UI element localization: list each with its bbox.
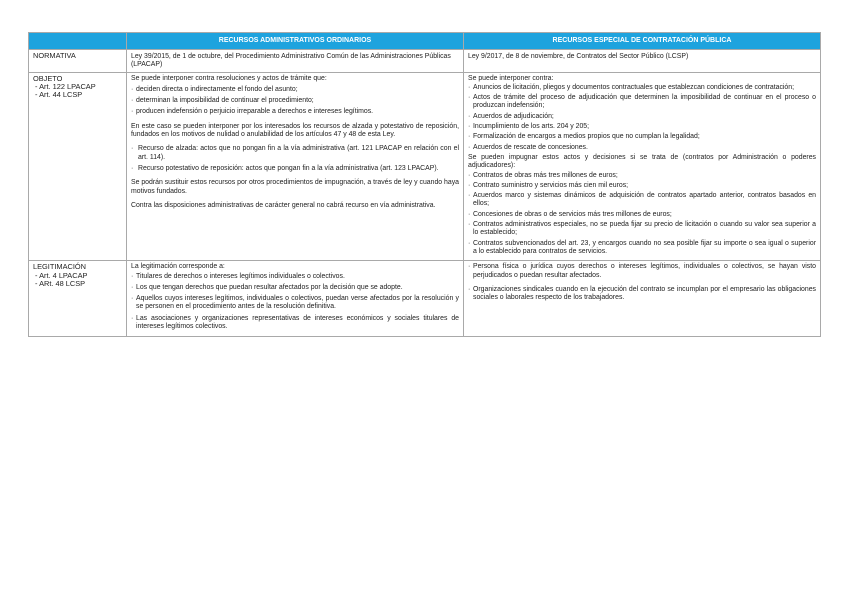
normativa-row [29, 50, 821, 73]
list-item: · producen indefensión o perjuicio irreparable a derechos e intereses legítimos. [131, 108, 459, 116]
list-item: · Organizaciones sindicales cuando en la ejecución del contrato se incumplan por el empresario las obligaciones sociales o laborales respecto de los trabajadores. [468, 286, 816, 303]
list-item: · Recurso potestativo de reposición: actos que pongan fin a la vía administrativa (art. 123 LPACAP). [131, 165, 459, 173]
list-item: · Contratos subvencionados del art. 23, y encargos cuando no sea posible fijar su importe o sea igual o superior a lo establecido para contratos de servicios. [468, 240, 816, 257]
header-blank-cell [29, 33, 127, 50]
legitimacion-ref: - ARt. 48 LCSP [35, 279, 86, 289]
objeto-ref: - Art. 44 LCSP [35, 90, 83, 100]
list-item: · Persona física o jurídica cuyos derechos o intereses legítimos, individuales o colectivos, se hayan visto perjudicados o puedan resultar afectados. [468, 263, 816, 280]
list-item: · Anuncios de licitación, pliegos y documentos contractuales que establezcan condiciones de contratación; [468, 84, 816, 92]
objeto-ord-p3: Se podrán sustituir estos recursos por otros procedimientos de impugnación, a través de ley y cuando haya motivos fundados. [131, 179, 459, 195]
list-item: · Recurso de alzada: actos que no pongan fin a la vía administrativa (art. 121 LPACAP en relación con el art. 114). [131, 145, 459, 162]
objeto-ordinarios [127, 72, 464, 261]
legitimacion-ord-intro: La legitimación corresponde a: [131, 263, 225, 271]
list-item: · deciden directa o indirectamente el fondo del asunto; [131, 86, 459, 94]
list-item: · Acuerdos de adjudicación; [468, 113, 816, 121]
comparison-table [28, 32, 821, 337]
objeto-label: OBJETO [33, 73, 63, 83]
list-item: · Acuerdos marco y sistemas dinámicos de adquisición de contratos apartado anterior, contratos basados en ellos; [468, 192, 816, 209]
list-item: · Las asociaciones y organizaciones representativas de intereses económicos y sociales titulares de intereses legítimos colectivos. [131, 315, 459, 332]
legitimacion-especial [464, 261, 821, 337]
header-ordinarios: RECURSOS ADMINISTRATIVOS ORDINARIOS [127, 33, 464, 50]
objeto-ord-p4: Contra las disposiciones administrativas de carácter general no cabrá recurso en vía administrativa. [131, 201, 436, 209]
list-item: · Contratos de obras más tres millones de euros; [468, 172, 816, 180]
list-item: · Contratos administrativos especiales, no se pueda fijar su precio de licitación o cuando su valor sea superior a lo establecido; [468, 221, 816, 238]
objeto-ord-intro: Se puede interponer contra resoluciones y actos de trámite que: [131, 74, 327, 82]
objeto-row [29, 72, 821, 261]
list-item: · Los que tengan derechos que puedan resultar afectados por la decisión que se adopte. [131, 284, 459, 292]
list-item: · Concesiones de obras o de servicios más tres millones de euros; [468, 211, 816, 219]
normativa-ordinarios: Ley 39/2015, de 1 de octubre, del Procedimiento Administrativo Común de las Administraciones Públicas (LPACAP) [127, 50, 464, 73]
legitimacion-label-cell [29, 261, 127, 337]
list-item: · Formalización de encargos a medios propios que no cumplan la legalidad; [468, 133, 816, 141]
objeto-ref: - Art. 122 LPACAP [35, 82, 96, 91]
list-item: · Titulares de derechos o intereses legítimos individuales o colectivos. [131, 273, 459, 281]
legitimacion-row [29, 261, 821, 337]
normativa-especial: Ley 9/2017, de 8 de noviembre, de Contratos del Sector Público (LCSP) [464, 50, 821, 73]
normativa-label: NORMATIVA [29, 50, 127, 73]
objeto-label-cell [29, 72, 127, 261]
list-item: · Actos de trámite del proceso de adjudicación que determinen la imposibilidad de continuar en el proceso o produzcan indefensión; [468, 94, 816, 111]
objeto-especial [464, 72, 821, 261]
list-item: · Aquellos cuyos intereses legítimos, individuales o colectivos, puedan verse afectados por la resolución y se personen en el procedimiento antes de la resolución definitiva. [131, 295, 459, 312]
legitimacion-ref: - Art. 4 LPACAP [35, 270, 88, 280]
header-especial: RECURSOS ESPECIAL DE CONTRATACIÓN PÚBLICA [464, 33, 821, 50]
header-row [29, 33, 821, 50]
objeto-esp-intro2: Se pueden impugnar estos actos y decisiones si se trata de (contratos por Administración o poderes adjudicadores): [468, 153, 816, 170]
list-item: · Incumplimiento de los arts. 204 y 205; [468, 123, 816, 131]
list-item: · determinan la imposibilidad de continuar el procedimiento; [131, 97, 459, 105]
objeto-esp-intro: Se puede interponer contra: [468, 74, 554, 82]
legitimacion-label: LEGITIMACIÓN [33, 262, 86, 272]
legitimacion-ordinarios [127, 261, 464, 337]
objeto-ord-p2: En este caso se pueden interponer por los interesados los recursos de alzada y potestativo de reposición, fundados en los motivos de nulidad o anulabilidad de los artículos 47 y 48 de esta Ley. [131, 122, 459, 139]
list-item: · Acuerdos de rescate de concesiones. [468, 144, 816, 152]
list-item: · Contrato suministro y servicios más cien mil euros; [468, 182, 816, 190]
